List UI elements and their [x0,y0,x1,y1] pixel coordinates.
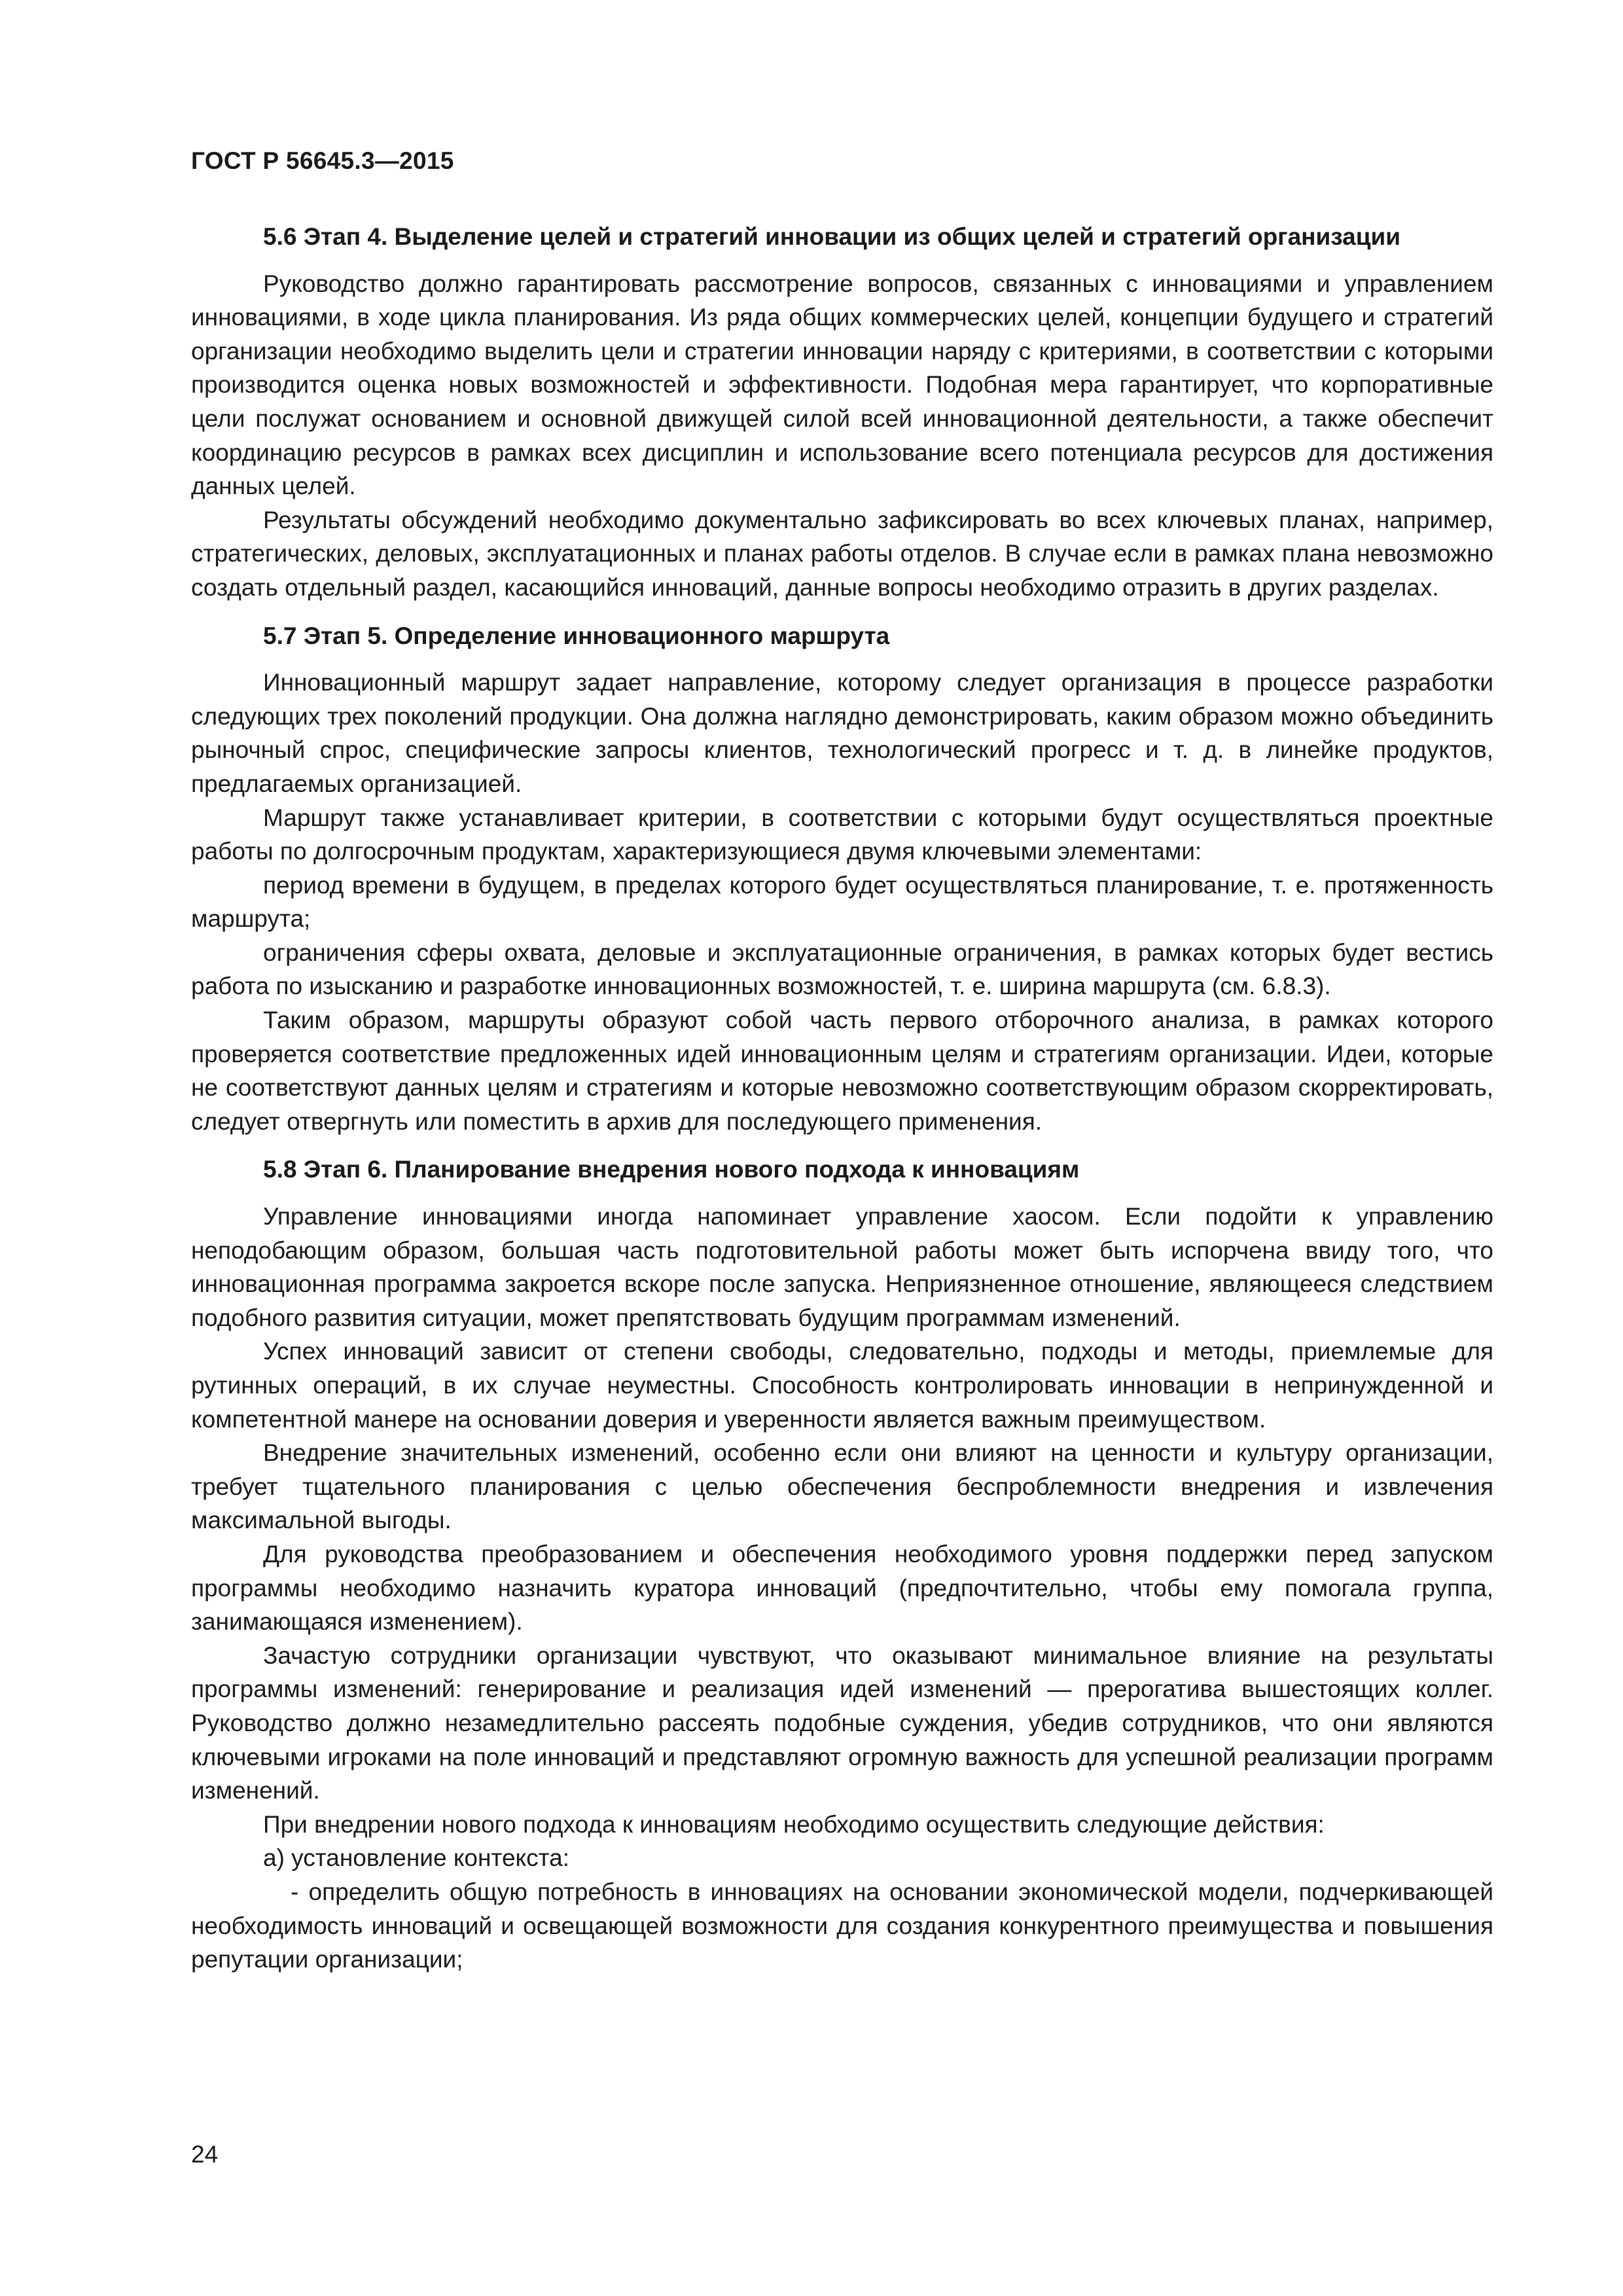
paragraph: Руководство должно гарантировать рассмотрение вопросов, связанных с инновациями и управлением инновациями, в ходе цикла планирования. Из ряда общих коммерческих целей, концепции будущего и стратегий организации необходимо выделить цели и стратегии инновации наряду с критериями, в соответствии с которыми производится оценка новых возможностей и эффективности. Подобная мера гарантирует, что корпоративные цели послужат основанием и основной движущей силой всей инновационной деятельности, а также обеспечит координацию ресурсов в рамках всех дисциплин и использование всего потенциала ресурсов для достижения данных целей. [191,270,1493,500]
list-item: период времени в будущем, в пределах которого будет осуществляться планирование, т. е. протяженность маршрута; [191,871,1493,933]
paragraph: Успех инноваций зависит от степени свободы, следовательно, подходы и методы, приемлемые для рутинных операций, в их случае неуместны. Способность контролировать инновации в непринужденной и компетентной манере на основании доверия и уверенности является важным преимуществом. [191,1338,1493,1433]
document-header-id: ГОСТ Р 56645.3—2015 [191,147,454,174]
paragraph: Инновационный маршрут задает направление, которому следует организация в процессе разработки следующих трех поколений продукции. Она должна наглядно демонстрировать, каким образом можно объединить рыночный спрос, специфические запросы клиентов, технологический прогресс и т. д. в линейке продуктов, предлагаемых организацией. [191,669,1493,797]
list-item: а) установление контекста: [263,1844,570,1872]
paragraph: Таким образом, маршруты образуют собой часть первого отборочного анализа, в рамках которого проверяется соответствие предложенных идей инновационным целям и стратегиям организации. Идеи, которые не соответствуют данных целям и стратегиям и которые невозможно соответствующим образом скорректировать, следует отвергнуть или поместить в архив для последующего применения. [191,1007,1493,1135]
paragraph: Результаты обсуждений необходимо документально зафиксировать во всех ключевых планах, например, стратегических, деловых, эксплуатационных и планах работы отделов. В случае если в рамках плана невозможно создать отдельный раздел, касающийся инноваций, данные вопросы необходимо отразить в других разделах. [191,506,1493,601]
page-number: 24 [191,2141,219,2168]
paragraph: При внедрении нового подхода к инновациям необходимо осуществить следующие действия: [263,1810,1325,1838]
paragraph: Зачастую сотрудники организации чувствуют, что оказывают минимальное влияние на результаты программы изменений: генерирование и реализация идей изменений — прерогатива вышестоящих коллег. Руководство должно незамедлительно рассеять подобные суждения, убедив сотрудников, что они являются ключевыми игроками на поле инноваций и представляют огромную важность для успешной реализации программ изменений. [191,1641,1493,1804]
section-heading-5-7: 5.7 Этап 5. Определение инновационного маршрута [263,622,890,649]
list-item: ограничения сферы охвата, деловые и эксплуатационные ограничения, в рамках которых будет вестись работа по изысканию и разработке инновационных возможностей, т. е. ширина маршрута (см. 6.8.3). [191,939,1493,1000]
document-body [191,220,1493,1977]
list-subitem: - определить общую потребность в инновациях на основании экономической модели, подчеркивающей необходимость инноваций и освещающей возможности для создания конкурентного преимущества и повышения репутации организации; [191,1878,1493,1973]
paragraph: Маршрут также устанавливает критерии, в соответствии с которыми будут осуществляться проектные работы по долгосрочным продуктам, характеризующиеся двумя ключевыми элементами: [191,804,1493,865]
paragraph: Управление инновациями иногда напоминает управление хаосом. Если подойти к управлению неподобающим образом, большая часть подготовительной работы может быть испорчена ввиду того, что инновационная программа закроется вскоре после запуска. Неприязненное отношение, являющееся следствием подобного развития ситуации, может препятствовать будущим программам изменений. [191,1203,1493,1331]
paragraph: Для руководства преобразованием и обеспечения необходимого уровня поддержки перед запуском программы необходимо назначить куратора инноваций (предпочтительно, чтобы ему помогала группа, занимающаяся изменением). [191,1540,1493,1636]
section-heading-5-8: 5.8 Этап 6. Планирование внедрения нового подхода к инновациям [263,1156,1080,1183]
paragraph: Внедрение значительных изменений, особенно если они влияют на ценности и культуру организации, требует тщательного планирования с целью обеспечения беспроблемности внедрения и извлечения максимальной выгоды. [191,1439,1493,1534]
section-heading-5-6: 5.6 Этап 4. Выделение целей и стратегий инновации из общих целей и стратегий организации [263,223,1400,250]
